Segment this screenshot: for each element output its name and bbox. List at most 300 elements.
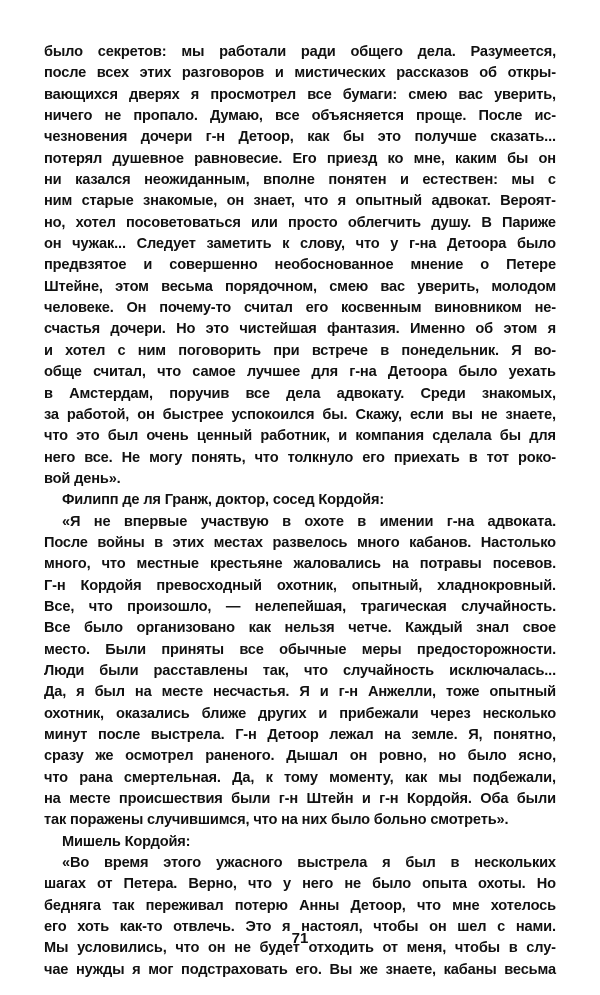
word: хотелось xyxy=(490,897,556,914)
word: были xyxy=(516,791,556,808)
word: все xyxy=(275,108,300,125)
word: так xyxy=(44,812,71,829)
word: мистических xyxy=(294,65,386,82)
word: дверях xyxy=(129,86,180,103)
word: облегчить xyxy=(347,214,421,231)
word: поговорить xyxy=(178,342,261,359)
word: было xyxy=(458,364,498,381)
word: этом xyxy=(115,278,149,295)
word: Анжелли, xyxy=(367,684,436,701)
word: опыта xyxy=(422,876,467,893)
word: г-н xyxy=(338,684,358,701)
word: что xyxy=(416,897,441,914)
word: совершенно xyxy=(169,257,258,274)
word: мне, xyxy=(413,150,445,167)
text-line xyxy=(44,768,556,789)
word: как xyxy=(307,129,330,146)
word: ничего xyxy=(44,108,93,125)
word: казался xyxy=(75,172,131,189)
text-line xyxy=(44,682,556,703)
word: пропало. xyxy=(133,108,198,125)
word: прибежали xyxy=(339,705,419,722)
word: и xyxy=(361,791,371,808)
text-line xyxy=(44,490,556,511)
text-line xyxy=(44,42,556,63)
word: г-на xyxy=(446,513,475,530)
word: Все xyxy=(44,620,71,637)
word: нужды xyxy=(75,961,125,978)
word: и xyxy=(338,428,348,445)
word: порядочном, xyxy=(224,278,317,295)
word: его xyxy=(44,919,67,936)
word: мог xyxy=(148,961,174,978)
word: он xyxy=(44,236,62,253)
word: войны xyxy=(97,534,145,551)
word: Скажу, xyxy=(355,406,402,423)
word: не xyxy=(93,513,111,530)
word: несколько xyxy=(482,705,556,722)
word: что xyxy=(253,812,282,829)
word: он xyxy=(349,748,368,765)
word: с xyxy=(497,919,506,936)
word: сосед xyxy=(272,492,319,509)
word: понятно, xyxy=(493,727,556,743)
word: за xyxy=(44,406,59,423)
word: что xyxy=(88,598,113,615)
word: Кордойя: xyxy=(318,492,385,509)
word: хоть xyxy=(77,919,110,936)
word: так xyxy=(112,897,135,914)
word: было xyxy=(372,876,411,893)
word: ровно, xyxy=(378,748,427,765)
word: от xyxy=(382,940,398,957)
word: много, xyxy=(44,556,91,573)
word: Мишель xyxy=(62,833,125,850)
word: Я xyxy=(299,684,310,701)
word: смею xyxy=(329,278,369,295)
word: компания xyxy=(355,428,424,445)
word: местах xyxy=(213,534,263,551)
word: г-н xyxy=(205,129,225,146)
word: Я, xyxy=(468,727,483,743)
text-line xyxy=(44,874,556,895)
word: все xyxy=(239,641,264,658)
word: так, xyxy=(262,662,289,679)
word: равновесие. xyxy=(194,150,283,167)
word: на xyxy=(391,556,409,573)
word: я xyxy=(132,961,141,978)
word: Я xyxy=(511,342,522,359)
text-line xyxy=(44,127,556,148)
word: в xyxy=(468,449,478,466)
word: г-н xyxy=(278,791,298,808)
word: в xyxy=(154,534,163,551)
word: Штейн xyxy=(306,791,354,808)
text-body xyxy=(44,42,556,981)
word: знаете, xyxy=(505,406,556,423)
word: сразу xyxy=(44,748,84,765)
word: В xyxy=(481,214,492,231)
word: меня, xyxy=(406,940,447,957)
word: необоснованное xyxy=(274,257,394,274)
word: ко xyxy=(387,150,404,167)
word: этого xyxy=(163,855,202,872)
word: он xyxy=(226,193,245,210)
word: них xyxy=(301,812,332,829)
text-line xyxy=(44,106,556,127)
word: Да, xyxy=(232,769,255,786)
word: ис- xyxy=(534,108,556,125)
word: день». xyxy=(74,470,121,487)
word: лежал xyxy=(329,727,374,743)
word: Да, xyxy=(44,684,67,701)
word: кабанов. xyxy=(409,534,472,551)
word: вы xyxy=(451,406,473,423)
word: других xyxy=(258,705,307,722)
text-line xyxy=(44,810,556,831)
word: организовано xyxy=(136,620,235,637)
word: виновником xyxy=(434,300,522,317)
word: превосходный xyxy=(156,577,262,594)
text-line xyxy=(44,384,556,405)
word: как xyxy=(248,620,271,637)
word: рассказов xyxy=(396,65,469,82)
word: что xyxy=(304,193,329,210)
word: весьма xyxy=(504,961,556,978)
word: встрече xyxy=(311,342,368,359)
word: Анны xyxy=(299,897,340,914)
word: после xyxy=(97,727,141,743)
word: роко- xyxy=(517,449,556,466)
word: имении xyxy=(379,513,434,530)
word: считал, xyxy=(93,364,146,381)
word: что xyxy=(254,449,279,466)
word: работник, xyxy=(260,428,330,445)
word: неожиданным, xyxy=(144,172,250,189)
word: бедняга xyxy=(44,897,101,914)
word: хладнокровный. xyxy=(437,577,556,594)
word: смотреть». xyxy=(430,812,509,829)
text-line xyxy=(44,896,556,917)
word: в xyxy=(450,855,460,872)
word: в xyxy=(282,513,291,530)
word: знакомые, xyxy=(143,193,218,210)
text-line xyxy=(44,512,556,533)
word: вас xyxy=(380,278,405,295)
word: адвокат. xyxy=(431,193,491,210)
word: Г-н xyxy=(44,577,66,594)
text-line xyxy=(44,469,556,490)
word: развелось xyxy=(272,534,348,551)
word: его. xyxy=(295,961,322,978)
word: просмотрел xyxy=(210,86,297,103)
word: много xyxy=(356,534,400,551)
word: опытный xyxy=(355,193,422,210)
word: работой, xyxy=(66,406,130,423)
word: время xyxy=(104,855,149,872)
word: я xyxy=(547,321,556,338)
word: же xyxy=(359,961,378,978)
word: получше xyxy=(414,129,477,146)
word: охотник, xyxy=(276,577,337,594)
word: каким xyxy=(455,150,497,167)
word: доктор, xyxy=(215,492,273,509)
word: несчастья. xyxy=(212,684,290,701)
word: дела. xyxy=(417,44,456,60)
word: был xyxy=(94,684,125,701)
word: охотник, xyxy=(44,705,104,722)
word: уверить, xyxy=(417,278,480,295)
word: мнение xyxy=(410,257,464,274)
word: посоветоваться xyxy=(126,214,241,231)
word: этих xyxy=(139,65,172,82)
word: месте xyxy=(161,684,203,701)
word: вполне xyxy=(263,172,315,189)
word: Верно, xyxy=(188,876,237,893)
text-line xyxy=(44,234,556,255)
word: обычные xyxy=(279,641,347,658)
word: расставлены xyxy=(153,662,248,679)
text-line xyxy=(44,789,556,810)
word: очень xyxy=(146,428,189,445)
word: понять, xyxy=(191,449,246,466)
word: рана xyxy=(79,769,113,786)
word: было xyxy=(83,620,123,637)
word: старые xyxy=(81,193,134,210)
word: шел xyxy=(457,919,487,936)
word: на xyxy=(44,791,61,808)
word: в xyxy=(508,940,518,957)
word: опытный xyxy=(489,684,556,701)
word: «Во xyxy=(62,855,90,872)
word: Разумеется, xyxy=(470,44,556,60)
word: Люди xyxy=(44,662,85,679)
word: больно xyxy=(373,812,431,829)
text-line xyxy=(44,426,556,447)
word: случившимся, xyxy=(147,812,254,829)
word: Вы xyxy=(329,961,353,978)
word: чистейшая xyxy=(239,321,317,338)
word: мы xyxy=(438,769,462,786)
word: Не xyxy=(121,449,140,466)
text-line xyxy=(44,63,556,84)
word: и xyxy=(399,172,409,189)
word: что xyxy=(157,364,181,381)
word: могу xyxy=(149,449,183,466)
text-line xyxy=(44,853,556,874)
word: приезд xyxy=(326,150,378,167)
word: трагическая xyxy=(360,598,447,615)
word: во- xyxy=(533,342,556,359)
word: для xyxy=(529,428,556,445)
word: четче. xyxy=(348,620,392,637)
word: душевное xyxy=(112,150,184,167)
word: дочери. xyxy=(110,321,166,338)
word: разговоров xyxy=(181,65,265,82)
word: подстраховать xyxy=(181,961,288,978)
word: хотел xyxy=(65,342,106,359)
word: у xyxy=(282,876,291,893)
word: он xyxy=(207,940,226,957)
word: об xyxy=(479,65,497,82)
word: Вероят- xyxy=(500,193,556,210)
text-line xyxy=(44,640,556,661)
text-line xyxy=(44,725,556,746)
word: Филипп xyxy=(62,492,123,509)
word: Среди xyxy=(420,385,466,402)
word: Дышал xyxy=(286,748,338,765)
word: к xyxy=(282,236,290,253)
word: косвенным xyxy=(340,300,422,317)
word: мне xyxy=(452,897,480,914)
word: секретов: xyxy=(97,44,167,60)
text-line xyxy=(44,319,556,340)
word: Это xyxy=(245,919,272,936)
word: предвзятое xyxy=(44,257,127,274)
word: чужак... xyxy=(72,236,126,253)
word: месте xyxy=(69,791,111,808)
word: тот xyxy=(486,449,509,466)
word: уверить, xyxy=(494,86,556,103)
word: случайность. xyxy=(461,598,556,615)
word: тому xyxy=(284,769,318,786)
word: Все, xyxy=(44,598,75,615)
word: Каждый xyxy=(405,620,463,637)
word: Амстердам, xyxy=(69,385,153,402)
word: сделала xyxy=(432,428,492,445)
word: на xyxy=(281,812,302,829)
word: место. xyxy=(44,641,90,658)
word: охоте xyxy=(304,513,344,530)
word: Детоор xyxy=(267,727,319,743)
text-line xyxy=(44,618,556,639)
word: Париже xyxy=(502,214,556,231)
word: охоты. xyxy=(477,876,526,893)
word: молодом xyxy=(491,278,556,295)
word: были xyxy=(231,791,271,808)
word: Именно xyxy=(409,321,466,338)
word: понятен xyxy=(328,172,387,189)
word: Кордойя. xyxy=(406,791,472,808)
word: ценный xyxy=(196,428,253,445)
word: лучшее xyxy=(246,364,301,381)
word: я xyxy=(190,86,200,103)
word: это xyxy=(377,129,401,146)
word: были xyxy=(99,662,139,679)
word: бы. xyxy=(322,406,348,423)
word: чезновения xyxy=(44,129,128,146)
text-line xyxy=(44,149,556,170)
word: участвую xyxy=(200,513,269,530)
word: Гранж, xyxy=(164,492,216,509)
word: Следует xyxy=(136,236,196,253)
word: человеке. xyxy=(44,300,114,317)
word: подбежали, xyxy=(472,769,556,786)
word: не xyxy=(480,406,498,423)
text-line xyxy=(44,661,556,682)
word: понедельник. xyxy=(401,342,499,359)
word: у xyxy=(390,236,399,253)
word: моменту, xyxy=(329,769,394,786)
word: Детоор, xyxy=(350,897,406,914)
word: случайность xyxy=(342,662,434,679)
word: было xyxy=(44,44,83,60)
text-line xyxy=(44,213,556,234)
word: тоже xyxy=(445,684,480,701)
word: жаловались xyxy=(293,556,381,573)
word: исключалась... xyxy=(449,662,556,679)
word: на xyxy=(384,727,401,743)
word: кабаны xyxy=(443,961,497,978)
word: г-н xyxy=(379,791,399,808)
word: успокоился xyxy=(231,406,315,423)
word: знаете, xyxy=(385,961,436,978)
text-line xyxy=(44,277,556,298)
page-number: 71 xyxy=(291,930,309,947)
word: работали xyxy=(219,44,287,60)
word: мы xyxy=(511,172,535,189)
word: был xyxy=(107,428,139,445)
word: После xyxy=(44,534,88,551)
word: местные xyxy=(136,556,199,573)
word: в xyxy=(357,513,367,530)
word: минут xyxy=(44,727,88,743)
word: Детоора xyxy=(387,364,448,381)
word: с xyxy=(547,172,556,189)
word: к xyxy=(265,769,273,786)
word: него xyxy=(302,876,334,893)
word: г-на xyxy=(408,236,437,253)
word: бумаги: xyxy=(342,86,398,103)
word: от xyxy=(96,876,113,893)
word: все xyxy=(245,385,270,402)
word: этих xyxy=(172,534,205,551)
word: как-то xyxy=(119,919,163,936)
word: бы xyxy=(342,129,365,146)
word: если xyxy=(409,406,444,423)
word: знакомых, xyxy=(481,385,556,402)
word: быстрее xyxy=(162,406,224,423)
word: произошло, xyxy=(127,598,212,615)
word: и xyxy=(318,705,328,722)
text-line xyxy=(44,746,556,767)
word: поражены xyxy=(70,812,148,829)
word: оказались xyxy=(115,705,190,722)
word: и xyxy=(274,65,284,82)
word: я xyxy=(282,919,291,936)
word: не xyxy=(104,108,122,125)
word: Г-н xyxy=(235,727,257,743)
word: самое xyxy=(192,364,236,381)
word: что xyxy=(303,662,328,679)
word: фантазия. xyxy=(326,321,400,338)
word: весьма xyxy=(161,278,213,295)
word: Оба xyxy=(480,791,509,808)
text-line xyxy=(44,576,556,597)
word: адвоката. xyxy=(487,513,556,530)
text-line xyxy=(44,255,556,276)
word: и xyxy=(44,342,53,359)
word: адвокату. xyxy=(336,385,405,402)
text-line xyxy=(44,85,556,106)
word: в xyxy=(44,385,53,402)
text-line xyxy=(44,554,556,575)
word: уехать xyxy=(508,364,556,381)
word: что xyxy=(175,940,200,957)
word: обще xyxy=(44,364,82,381)
word: душу. xyxy=(431,214,472,231)
word: я xyxy=(337,193,346,210)
